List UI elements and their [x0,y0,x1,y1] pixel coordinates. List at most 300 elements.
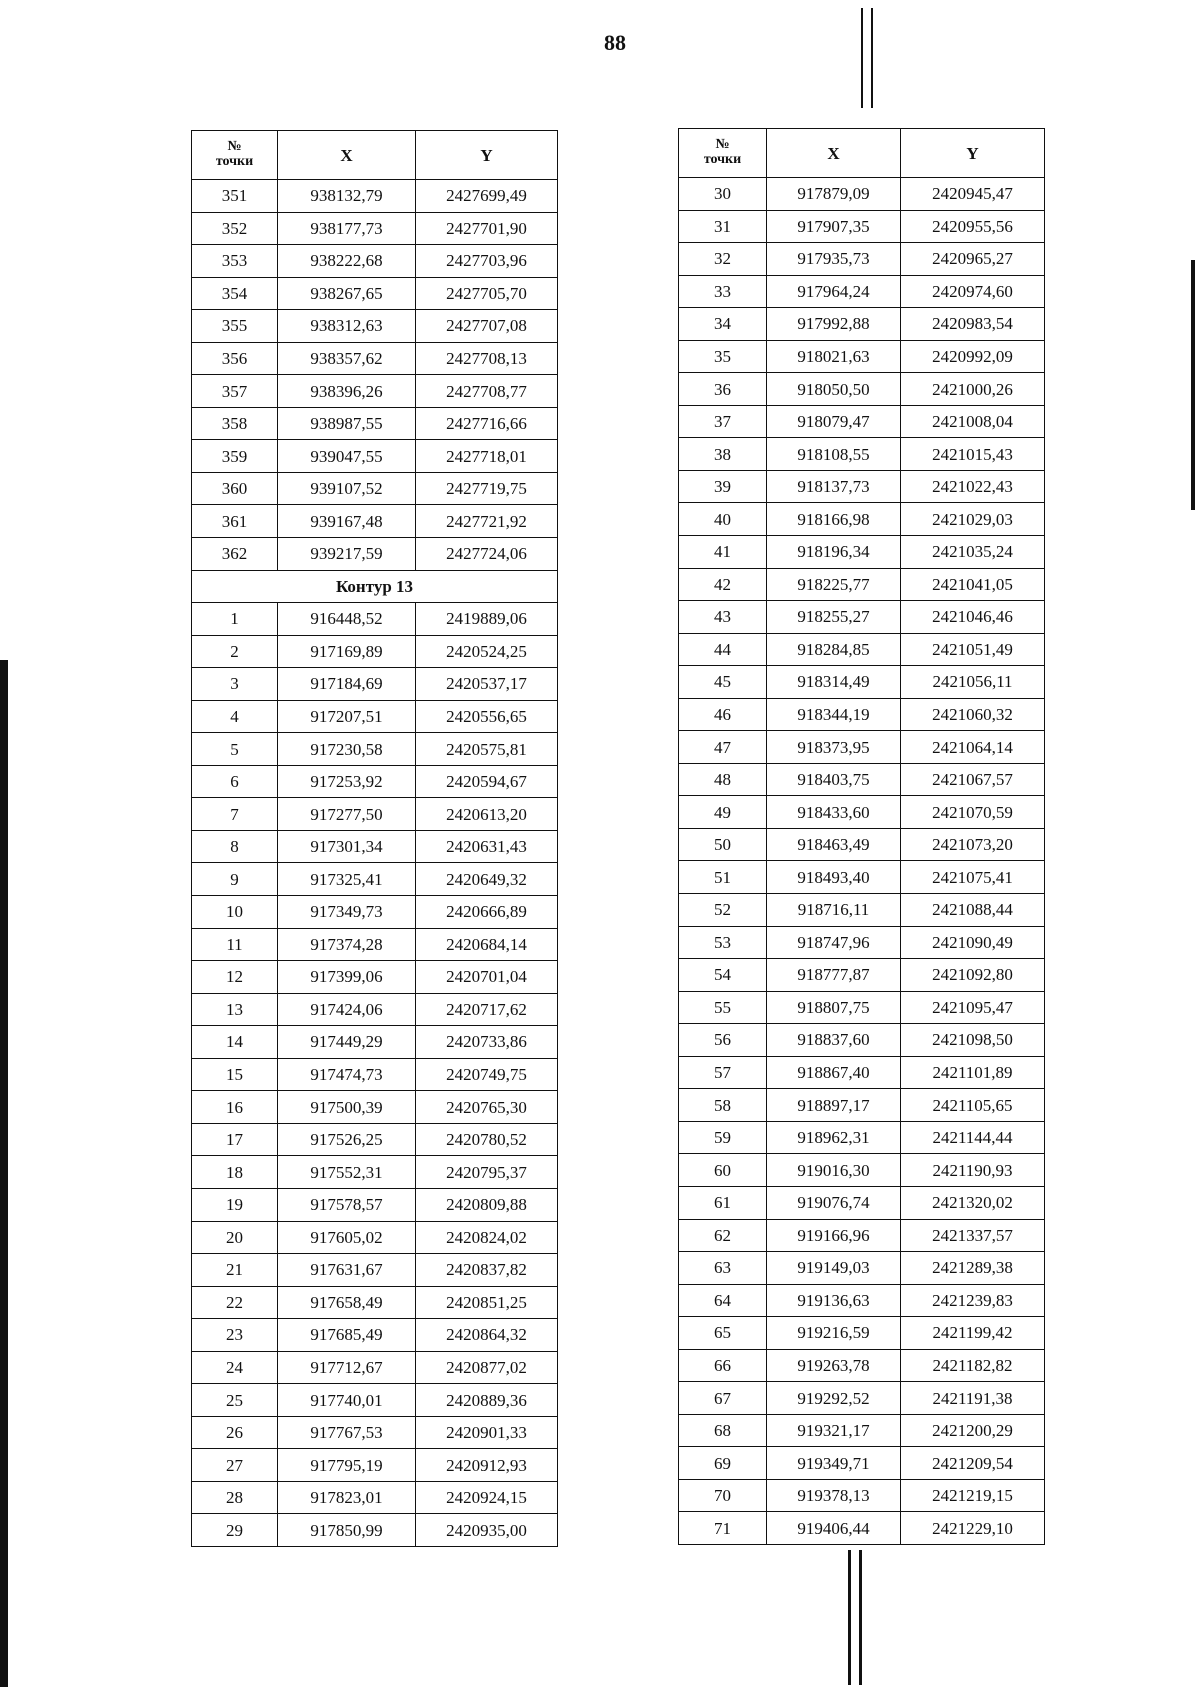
x-coordinate-cell: 939167,48 [278,505,416,538]
table-row [192,505,558,538]
table-header-row [679,129,1045,178]
point-number-cell: 55 [679,991,767,1024]
y-coordinate-cell: 2420795,37 [416,1156,558,1189]
y-coordinate-cell: 2421144,44 [901,1121,1045,1154]
x-coordinate-cell: 917474,73 [278,1058,416,1091]
x-coordinate-cell: 918463,49 [767,828,901,861]
table-row [679,601,1045,634]
point-number-cell: 54 [679,959,767,992]
table-row [679,1056,1045,1089]
point-number-cell: 69 [679,1447,767,1480]
x-coordinate-cell: 918433,60 [767,796,901,829]
y-coordinate-cell: 2421000,26 [901,373,1045,406]
y-coordinate-cell: 2421095,47 [901,991,1045,1024]
y-coordinate-cell: 2420889,36 [416,1384,558,1417]
table-row [192,1123,558,1156]
point-number-cell: 58 [679,1089,767,1122]
y-coordinate-cell: 2421199,42 [901,1317,1045,1350]
y-coordinate-cell: 2421060,32 [901,698,1045,731]
point-number-cell: 14 [192,1026,278,1059]
y-coordinate-cell: 2421092,80 [901,959,1045,992]
page-number: 88 [604,30,626,55]
point-number-cell: 51 [679,861,767,894]
y-coordinate-cell: 2420945,47 [901,178,1045,211]
point-number-cell: 27 [192,1449,278,1482]
y-coordinate-cell: 2420992,09 [901,340,1045,373]
table-row [192,1351,558,1384]
x-coordinate-cell: 918373,95 [767,731,901,764]
point-number-cell: 56 [679,1024,767,1057]
x-coordinate-cell: 918837,60 [767,1024,901,1057]
x-coordinate-cell: 918867,40 [767,1056,901,1089]
point-number-cell: 13 [192,993,278,1026]
table-row [679,1414,1045,1447]
point-number-cell: 48 [679,763,767,796]
table-row [679,1252,1045,1285]
point-number-cell: 47 [679,731,767,764]
x-coordinate-cell: 919166,96 [767,1219,901,1252]
table-row [192,342,558,375]
y-coordinate-cell: 2421088,44 [901,894,1045,927]
y-coordinate-cell: 2421219,15 [901,1479,1045,1512]
x-coordinate-cell: 919136,63 [767,1284,901,1317]
y-coordinate-cell: 2420935,00 [416,1514,558,1547]
x-coordinate-cell: 918137,73 [767,470,901,503]
point-number-cell: 356 [192,342,278,375]
section-row [192,570,558,603]
x-coordinate-cell: 919016,30 [767,1154,901,1187]
table-row [192,1221,558,1254]
point-number-cell: 357 [192,375,278,408]
x-coordinate-cell: 938222,68 [278,245,416,278]
x-coordinate-cell: 938396,26 [278,375,416,408]
point-number-cell: 32 [679,243,767,276]
x-coordinate-cell: 916448,52 [278,603,416,636]
y-coordinate-cell: 2420983,54 [901,308,1045,341]
y-coordinate-cell: 2419889,06 [416,603,558,636]
x-column-header: X [767,129,901,178]
y-coordinate-cell: 2420809,88 [416,1188,558,1221]
coordinates-table-right [678,128,1045,1545]
y-coordinate-cell: 2427721,92 [416,505,558,538]
table-row [192,1091,558,1124]
x-coordinate-cell: 917631,67 [278,1254,416,1287]
point-number-cell: 9 [192,863,278,896]
section-title: Контур 13 [192,570,558,603]
x-coordinate-cell: 918897,17 [767,1089,901,1122]
y-coordinate-cell: 2420824,02 [416,1221,558,1254]
x-coordinate-cell: 917907,35 [767,210,901,243]
table-row [192,310,558,343]
x-coordinate-cell: 917658,49 [278,1286,416,1319]
y-coordinate-cell: 2421337,57 [901,1219,1045,1252]
x-coordinate-cell: 917767,53 [278,1416,416,1449]
scan-edge-line [848,1550,851,1685]
x-coordinate-cell: 917277,50 [278,798,416,831]
x-coordinate-cell: 918807,75 [767,991,901,1024]
y-coordinate-cell: 2421182,82 [901,1349,1045,1382]
point-number-cell: 53 [679,926,767,959]
table-row [192,212,558,245]
point-number-cell: 66 [679,1349,767,1382]
y-coordinate-cell: 2427724,06 [416,538,558,571]
table-header-row [192,131,558,180]
x-column-header: X [278,131,416,180]
x-coordinate-cell: 918314,49 [767,666,901,699]
x-coordinate-cell: 918777,87 [767,959,901,992]
x-coordinate-cell: 918493,40 [767,861,901,894]
table-row [192,830,558,863]
x-coordinate-cell: 917449,29 [278,1026,416,1059]
table-row [192,1156,558,1189]
y-coordinate-cell: 2420733,86 [416,1026,558,1059]
y-coordinate-cell: 2420556,65 [416,700,558,733]
point-number-cell: 68 [679,1414,767,1447]
y-coordinate-cell: 2420780,52 [416,1123,558,1156]
table-row [679,731,1045,764]
y-coordinate-cell: 2421239,83 [901,1284,1045,1317]
table-row [679,1382,1045,1415]
table-row [192,538,558,571]
point-number-cell: 35 [679,340,767,373]
x-coordinate-cell: 917823,01 [278,1481,416,1514]
table-row [679,698,1045,731]
y-coordinate-cell: 2421101,89 [901,1056,1045,1089]
y-coordinate-cell: 2421070,59 [901,796,1045,829]
point-number-cell: 351 [192,180,278,213]
x-coordinate-cell: 917207,51 [278,700,416,733]
point-number-cell: 15 [192,1058,278,1091]
y-coordinate-cell: 2421190,93 [901,1154,1045,1187]
point-number-cell: 38 [679,438,767,471]
y-coordinate-cell: 2420837,82 [416,1254,558,1287]
point-number-cell: 3 [192,668,278,701]
point-number-cell: 71 [679,1512,767,1545]
point-number-cell: 64 [679,1284,767,1317]
scan-edge-line [871,8,873,108]
point-number-cell: 39 [679,470,767,503]
number-sign: № [715,137,730,153]
table-row [679,991,1045,1024]
table-row [192,1384,558,1417]
point-number-cell: 65 [679,1317,767,1350]
point-number-cell: 1 [192,603,278,636]
y-coordinate-cell: 2421067,57 [901,763,1045,796]
x-coordinate-cell: 917685,49 [278,1319,416,1352]
point-number-cell: 16 [192,1091,278,1124]
table-row [192,1514,558,1547]
point-number-cell: 36 [679,373,767,406]
number-sign: № [227,139,242,155]
point-number-cell: 18 [192,1156,278,1189]
y-coordinate-cell: 2420717,62 [416,993,558,1026]
table-row [192,1058,558,1091]
point-number-cell: 17 [192,1123,278,1156]
y-coordinate-cell: 2420765,30 [416,1091,558,1124]
point-number-cell: 25 [192,1384,278,1417]
y-coordinate-cell: 2427708,13 [416,342,558,375]
x-coordinate-cell: 938132,79 [278,180,416,213]
y-coordinate-cell: 2420684,14 [416,928,558,961]
x-coordinate-cell: 918403,75 [767,763,901,796]
x-coordinate-cell: 918344,19 [767,698,901,731]
x-coordinate-cell: 917605,02 [278,1221,416,1254]
point-number-cell: 7 [192,798,278,831]
point-number-cell: 45 [679,666,767,699]
x-coordinate-cell: 917169,89 [278,635,416,668]
table-row [679,1089,1045,1122]
point-number-cell: 43 [679,601,767,634]
y-coordinate-cell: 2420924,15 [416,1481,558,1514]
point-number-cell: 60 [679,1154,767,1187]
x-coordinate-cell: 918747,96 [767,926,901,959]
y-coordinate-cell: 2420912,93 [416,1449,558,1482]
point-number-cell: 30 [679,178,767,211]
table-row [192,440,558,473]
point-number-cell: 23 [192,1319,278,1352]
table-row [679,178,1045,211]
y-coordinate-cell: 2421191,38 [901,1382,1045,1415]
point-number-cell: 34 [679,308,767,341]
table-row [192,961,558,994]
point-number-cell: 358 [192,407,278,440]
point-number-cell: 353 [192,245,278,278]
table-row [679,210,1045,243]
point-number-cell: 52 [679,894,767,927]
point-number-cell: 41 [679,536,767,569]
x-coordinate-cell: 919349,71 [767,1447,901,1480]
table-row [679,1121,1045,1154]
y-coordinate-cell: 2421051,49 [901,633,1045,666]
table-row [192,798,558,831]
point-number-cell: 29 [192,1514,278,1547]
point-number-cell: 37 [679,405,767,438]
table-row [192,765,558,798]
table-row [192,668,558,701]
table-row [679,894,1045,927]
y-coordinate-cell: 2421022,43 [901,470,1045,503]
x-coordinate-cell: 917253,92 [278,765,416,798]
y-coordinate-cell: 2427705,70 [416,277,558,310]
y-coordinate-cell: 2420955,56 [901,210,1045,243]
x-coordinate-cell: 917230,58 [278,733,416,766]
point-number-cell: 6 [192,765,278,798]
table-row [679,1024,1045,1057]
table-row [192,1449,558,1482]
y-coordinate-cell: 2427699,49 [416,180,558,213]
point-number-cell: 67 [679,1382,767,1415]
point-number-cell: 12 [192,961,278,994]
point-number-cell: 2 [192,635,278,668]
point-number-cell: 354 [192,277,278,310]
table-row [679,666,1045,699]
y-coordinate-cell: 2427708,77 [416,375,558,408]
x-coordinate-cell: 938987,55 [278,407,416,440]
table-row [679,470,1045,503]
table-row [679,959,1045,992]
x-coordinate-cell: 917552,31 [278,1156,416,1189]
point-label: точки [703,152,742,167]
y-coordinate-cell: 2420851,25 [416,1286,558,1319]
point-number-cell: 26 [192,1416,278,1449]
table-row [679,1349,1045,1382]
point-number-header [679,129,767,178]
table-row [679,536,1045,569]
table-row [192,1286,558,1319]
point-number-cell: 24 [192,1351,278,1384]
x-coordinate-cell: 917992,88 [767,308,901,341]
x-coordinate-cell: 939107,52 [278,472,416,505]
x-coordinate-cell: 918284,85 [767,633,901,666]
point-number-cell: 5 [192,733,278,766]
y-column-header: Y [901,129,1045,178]
table-row [679,438,1045,471]
x-coordinate-cell: 917850,99 [278,1514,416,1547]
x-coordinate-cell: 917795,19 [278,1449,416,1482]
y-coordinate-cell: 2421035,24 [901,536,1045,569]
y-coordinate-cell: 2420666,89 [416,896,558,929]
x-coordinate-cell: 918962,31 [767,1121,901,1154]
point-number-header [192,131,278,180]
table-row [679,1186,1045,1219]
x-coordinate-cell: 919378,13 [767,1479,901,1512]
x-coordinate-cell: 917349,73 [278,896,416,929]
y-coordinate-cell: 2421098,50 [901,1024,1045,1057]
coordinates-table-left [191,130,558,1547]
table-row [192,1481,558,1514]
y-coordinate-cell: 2420974,60 [901,275,1045,308]
x-coordinate-cell: 918021,63 [767,340,901,373]
x-coordinate-cell: 917879,09 [767,178,901,211]
x-coordinate-cell: 917325,41 [278,863,416,896]
table-row [192,896,558,929]
point-number-cell: 22 [192,1286,278,1319]
scan-edge-line [1191,260,1195,510]
x-coordinate-cell: 917184,69 [278,668,416,701]
point-number-cell: 352 [192,212,278,245]
x-coordinate-cell: 917500,39 [278,1091,416,1124]
table-row [192,472,558,505]
y-coordinate-cell: 2420877,02 [416,1351,558,1384]
x-coordinate-cell: 939217,59 [278,538,416,571]
x-coordinate-cell: 919406,44 [767,1512,901,1545]
y-coordinate-cell: 2421289,38 [901,1252,1045,1285]
table-row [679,1447,1045,1480]
scan-edge-line [0,660,8,1687]
point-number-cell: 40 [679,503,767,536]
y-coordinate-cell: 2420749,75 [416,1058,558,1091]
x-coordinate-cell: 918079,47 [767,405,901,438]
y-coordinate-cell: 2421064,14 [901,731,1045,764]
x-coordinate-cell: 919292,52 [767,1382,901,1415]
y-coordinate-cell: 2420524,25 [416,635,558,668]
point-label: точки [215,154,254,169]
point-number-cell: 46 [679,698,767,731]
y-coordinate-cell: 2421090,49 [901,926,1045,959]
point-number-cell: 42 [679,568,767,601]
table-row [192,245,558,278]
y-coordinate-cell: 2420965,27 [901,243,1045,276]
point-number-cell: 57 [679,1056,767,1089]
table-row [192,1026,558,1059]
point-number-cell: 19 [192,1188,278,1221]
point-number-cell: 361 [192,505,278,538]
x-coordinate-cell: 917935,73 [767,243,901,276]
x-coordinate-cell: 917712,67 [278,1351,416,1384]
table-row [192,1319,558,1352]
x-coordinate-cell: 938177,73 [278,212,416,245]
x-coordinate-cell: 918196,34 [767,536,901,569]
point-number-cell: 359 [192,440,278,473]
point-number-cell: 59 [679,1121,767,1154]
y-coordinate-cell: 2420594,67 [416,765,558,798]
table-row [192,733,558,766]
x-coordinate-cell: 917578,57 [278,1188,416,1221]
scan-edge-line [859,1550,862,1685]
y-coordinate-cell: 2421041,05 [901,568,1045,601]
point-number-cell: 20 [192,1221,278,1254]
y-coordinate-cell: 2420537,17 [416,668,558,701]
y-coordinate-cell: 2421046,46 [901,601,1045,634]
x-coordinate-cell: 919321,17 [767,1414,901,1447]
table-row [679,308,1045,341]
x-coordinate-cell: 917424,06 [278,993,416,1026]
x-coordinate-cell: 919149,03 [767,1252,901,1285]
table-row [679,1154,1045,1187]
table-row [679,340,1045,373]
y-coordinate-cell: 2420631,43 [416,830,558,863]
table-row [192,407,558,440]
table-row [192,928,558,961]
x-coordinate-cell: 918716,11 [767,894,901,927]
table-row [679,796,1045,829]
point-number-cell: 28 [192,1481,278,1514]
table-row [679,568,1045,601]
x-coordinate-cell: 918050,50 [767,373,901,406]
x-coordinate-cell: 918166,98 [767,503,901,536]
table-row [679,373,1045,406]
x-coordinate-cell: 919263,78 [767,1349,901,1382]
table-row [679,503,1045,536]
y-coordinate-cell: 2421015,43 [901,438,1045,471]
y-coordinate-cell: 2427701,90 [416,212,558,245]
table-row [192,635,558,668]
x-coordinate-cell: 919076,74 [767,1186,901,1219]
scan-edge-line [861,8,863,108]
table-row [679,926,1045,959]
point-number-cell: 61 [679,1186,767,1219]
y-coordinate-cell: 2421229,10 [901,1512,1045,1545]
x-coordinate-cell: 918255,27 [767,601,901,634]
x-coordinate-cell: 939047,55 [278,440,416,473]
table-row [679,1479,1045,1512]
y-coordinate-cell: 2420613,20 [416,798,558,831]
y-coordinate-cell: 2421008,04 [901,405,1045,438]
table-row [192,277,558,310]
point-number-cell: 70 [679,1479,767,1512]
point-number-cell: 355 [192,310,278,343]
y-coordinate-cell: 2427703,96 [416,245,558,278]
y-coordinate-cell: 2420649,32 [416,863,558,896]
table-row [679,243,1045,276]
table-row [679,633,1045,666]
x-coordinate-cell: 917740,01 [278,1384,416,1417]
y-coordinate-cell: 2427716,66 [416,407,558,440]
point-number-cell: 21 [192,1254,278,1287]
table-row [679,405,1045,438]
x-coordinate-cell: 938267,65 [278,277,416,310]
point-number-cell: 44 [679,633,767,666]
